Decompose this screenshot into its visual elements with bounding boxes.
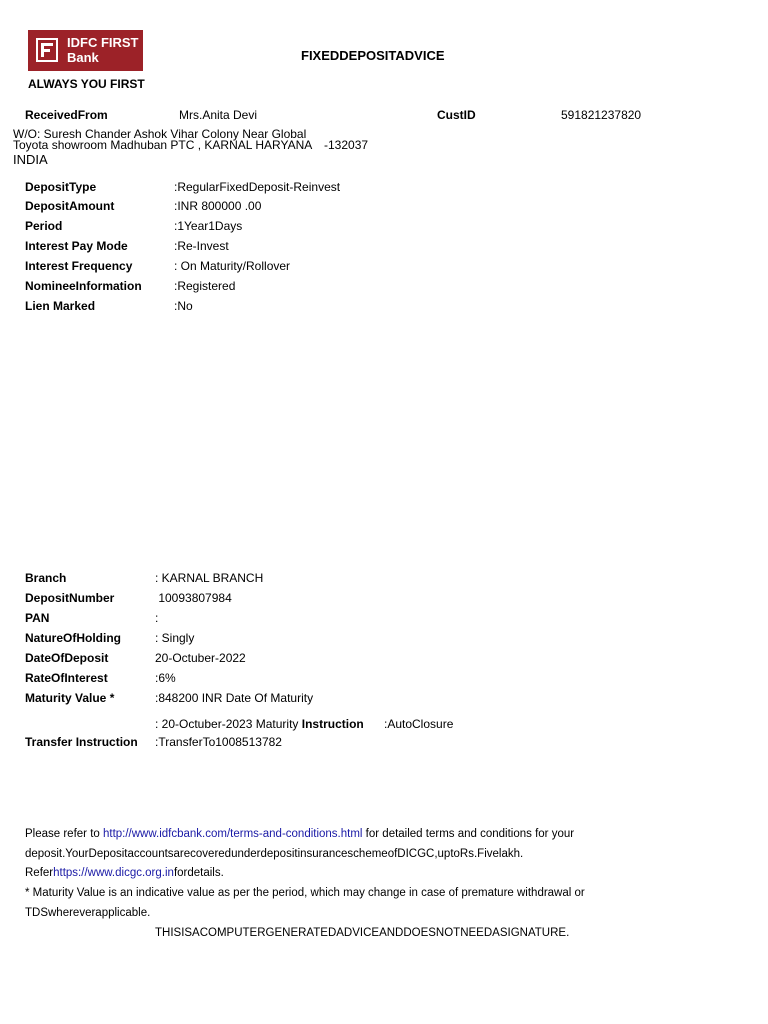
date-of-deposit-value: 20-Octuber-2022 [155,651,246,665]
branch-value: : KARNAL BRANCH [155,571,264,585]
footer-dicgc-line [25,867,224,879]
nature-of-holding-label: NatureOfHolding [25,631,121,645]
nature-of-holding-value: : Singly [155,631,195,645]
date-of-deposit-label: DateOfDeposit [25,651,109,665]
footer-tds-note: TDSwhereverapplicable. [25,907,151,919]
maturity-value-label: Maturity Value * [25,691,115,705]
logo-text-line2: Bank [67,50,99,65]
footer-dicgc-suffix: fordetails. [173,867,224,879]
address-line1: W/O: Suresh Chander Ashok Vihar Colony Near Global [13,127,307,141]
cust-id-label: CustID [437,108,476,122]
footer-dicgc-prefix: Refer [25,867,54,879]
period-value: :1Year1Days [174,219,243,233]
pan-label: PAN [25,611,50,625]
address-pincode: -132037 [324,138,369,152]
transfer-instruction-label: Transfer Instruction [25,735,138,749]
computer-generated-notice: THISISACOMPUTERGENERATEDADVICEANDDOESNOTNEEDASIGNATURE. [155,927,570,939]
footer-insurance-line: deposit.YourDepositaccountsarecoveredunderdepositinsuranceschemeofDICGC,uptoRs.Fivelakh. [25,848,524,860]
deposit-type-label: DepositType [25,180,97,194]
dicgc-link[interactable]: https://www.dicgc.org.in [53,867,174,879]
maturity-date-row [155,717,364,731]
interest-frequency-label: Interest Frequency [25,259,133,273]
maturity-instruction-value: :AutoClosure [384,717,454,731]
address-line2: Toyota showroom Madhuban PTC , KARNAL HARYANA [13,138,313,152]
deposit-type-value: :RegularFixedDeposit-Reinvest [174,180,341,194]
received-from-label: ReceivedFrom [25,108,108,122]
cust-id-value: 591821237820 [561,108,642,122]
period-label: Period [25,219,63,233]
maturity-instruction-label: Instruction [301,717,364,731]
logo-text-line1: IDFC FIRST [67,35,139,50]
interest-pay-mode-label: Interest Pay Mode [25,239,128,253]
lien-marked-label: Lien Marked [25,299,96,313]
deposit-number-label: DepositNumber [25,591,115,605]
footer-terms-line [25,828,574,840]
deposit-number-value: 10093807984 [155,591,232,605]
branch-label: Branch [25,571,67,585]
maturity-value-value: :848200 INR Date Of Maturity [155,691,314,705]
rate-of-interest-value: :6% [155,671,176,685]
terms-link[interactable]: http://www.idfcbank.com/terms-and-conditions.html [102,828,363,840]
maturity-date-text: : 20-Octuber-2023 Maturity [155,717,302,731]
lien-marked-value: :No [174,299,193,313]
received-from-value: Mrs.Anita Devi [179,108,258,122]
interest-pay-mode-value: :Re-Invest [174,239,229,253]
footer-terms-prefix: Please refer to [25,828,103,840]
deposit-amount-label: DepositAmount [25,199,115,213]
bank-tagline: ALWAYS YOU FIRST [28,77,145,91]
transfer-instruction-value: :TransferTo1008513782 [155,735,282,749]
deposit-amount-value: :INR 800000 .00 [174,199,262,213]
document-title: FIXEDDEPOSITADVICE [301,48,445,63]
interest-frequency-value: : On Maturity/Rollover [174,259,291,273]
address-country: INDIA [13,152,48,167]
logo-mark-icon [36,38,58,62]
rate-of-interest-label: RateOfInterest [25,671,108,685]
nominee-information-value: :Registered [174,279,236,293]
bank-logo [28,30,143,71]
footer-maturity-note: * Maturity Value is an indicative value as per the period, which may change in case of premature withdrawal or [25,887,585,899]
pan-value: : [155,611,159,625]
nominee-information-label: NomineeInformation [25,279,142,293]
footer-terms-suffix: for detailed terms and conditions for your [362,828,575,840]
